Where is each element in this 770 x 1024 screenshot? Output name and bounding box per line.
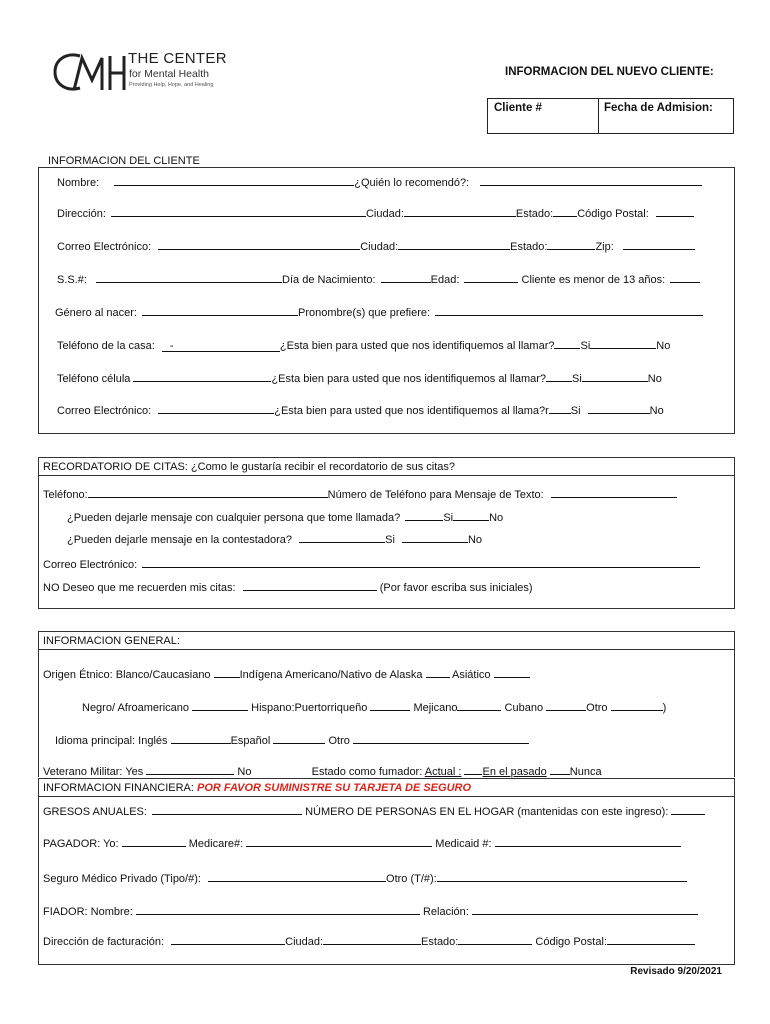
tel-casa-row: Teléfono de la casa: - ¿Esta bien para usted que nos identifiquemos al llamar? Si No (57, 337, 670, 352)
cliente-fecha-box (487, 98, 734, 134)
correo-field[interactable] (158, 238, 360, 250)
ingles-field[interactable] (171, 732, 231, 744)
general-section-label: INFORMACION GENERAL: (43, 635, 180, 647)
correo2-si-field[interactable] (549, 402, 571, 414)
ss-row: S.S.#: Día de Nacimiento: Edad: Cliente es menor de 13 años: (57, 271, 700, 286)
reminder-telefono-field[interactable] (88, 486, 328, 498)
blanco-field[interactable] (214, 666, 240, 678)
tel-celula-row: Teléfono célula ¿Esta bien para usted que nos identifiquemos al llamar? Si No (57, 370, 662, 385)
tel-celula-field[interactable] (133, 370, 271, 382)
edad-field[interactable] (464, 271, 518, 283)
origen-row: Origen Étnico: Blanco/Caucasiano Indígena Americano/Nativo de Alaska Asiático (43, 666, 530, 681)
medicaid-field[interactable] (495, 835, 681, 847)
recomendo-field[interactable] (480, 174, 702, 186)
nacimiento-field[interactable] (381, 271, 431, 283)
general-box (38, 631, 735, 777)
estado-fact-field[interactable] (458, 933, 532, 945)
otro-idioma-field[interactable] (353, 732, 529, 744)
iniciales-field[interactable] (243, 579, 377, 591)
otro-origen-field[interactable] (611, 699, 663, 711)
tel-celula-no-field[interactable] (582, 370, 648, 382)
fecha-admision-label: Fecha de Admision: (604, 102, 713, 114)
cliente-number-label: Cliente # (494, 102, 542, 114)
tel-casa-si-field[interactable] (554, 337, 580, 349)
personas-field[interactable] (671, 803, 705, 815)
correo2-field[interactable] (158, 402, 274, 414)
ciudad-field[interactable] (404, 205, 516, 217)
logo-tagline: Providing Help, Hope, and Healing (129, 82, 214, 88)
correo-row: Correo Electrónico: Ciudad: Estado: Zip: (57, 238, 695, 253)
negro-field[interactable] (192, 699, 248, 711)
nombre-row: Nombre: ¿Quién lo recomendó?: (57, 174, 702, 189)
puertorriqueno-field[interactable] (370, 699, 410, 711)
pagador-row: PAGADOR: Yo: Medicare#: Medicaid #: (43, 835, 681, 850)
ss-field[interactable] (96, 271, 282, 283)
reminder-correo-row: Correo Electrónico: (43, 556, 700, 571)
veterano-field[interactable] (146, 763, 234, 775)
espanol-field[interactable] (273, 732, 325, 744)
fiador-nombre-field[interactable] (136, 903, 420, 915)
client-info-section-label: INFORMACION DEL CLIENTE (48, 155, 200, 167)
reminder-section-label: RECORDATORIO DE CITAS: ¿Como le gustaría recibir el recordatorio de sus citas? (43, 461, 456, 473)
ingresos-row: GRESOS ANUALES: NÚMERO DE PERSONAS EN EL HOGAR (mantenidas con este ingreso): (43, 803, 705, 818)
nombre-field[interactable] (114, 174, 354, 186)
mejicano-field[interactable] (457, 699, 501, 711)
ingresos-field[interactable] (152, 803, 302, 815)
veterano-row: Veterano Militar: Yes No Estado como fumador: Actual : En el pasado Nunca (43, 763, 602, 778)
correo2-row: Correo Electrónico: ¿Esta bien para usted que nos identifiquemos al llama?r Si No (57, 402, 664, 417)
reminder-correo-field[interactable] (142, 556, 700, 568)
menor-field[interactable] (670, 271, 700, 283)
medicare-field[interactable] (246, 835, 432, 847)
no-deseo-row: NO Deseo que me recuerden mis citas: (Por favor escriba sus iniciales) (43, 579, 533, 594)
ciudad-fact-field[interactable] (323, 933, 421, 945)
q-contestadora-row: ¿Pueden dejarle mensaje en la contestadora? Si No (67, 531, 482, 546)
revision-date: Revisado 9/20/2021 (630, 966, 722, 977)
fiador-row: FIADOR: Nombre: Relación: (43, 903, 698, 918)
zip-field[interactable] (623, 238, 695, 250)
estado-field[interactable] (553, 205, 577, 217)
indigena-field[interactable] (426, 666, 450, 678)
q-contestadora-si-field[interactable] (299, 531, 385, 543)
q-mensaje-no-field[interactable] (453, 509, 489, 521)
pasado-field[interactable] (550, 763, 570, 775)
seguro-field[interactable] (208, 870, 386, 882)
direccion-row: Dirección: Ciudad: Estado: Código Postal: (57, 205, 694, 220)
reminder-telefono-row: Teléfono: Número de Teléfono para Mensaje de Texto: (43, 486, 677, 501)
pagador-yo-field[interactable] (122, 835, 186, 847)
facturacion-row: Dirección de facturación: Ciudad: Estado: Código Postal: (43, 933, 695, 948)
q-mensaje-si-field[interactable] (405, 509, 443, 521)
actual-field[interactable] (464, 763, 482, 775)
texto-numero-field[interactable] (551, 486, 677, 498)
form-title: INFORMACION DEL NUEVO CLIENTE: (505, 66, 714, 78)
asiatico-field[interactable] (494, 666, 530, 678)
direccion-fact-field[interactable] (171, 933, 285, 945)
origen-row-2: Negro/ Afroamericano Hispano:Puertorriqueño Mejicano Cubano Otro ) (82, 699, 666, 714)
tel-casa-no-field[interactable] (590, 337, 656, 349)
genero-field[interactable] (142, 304, 298, 316)
estado2-field[interactable] (547, 238, 595, 250)
codigo-postal-fact-field[interactable] (607, 933, 695, 945)
client-info-box (38, 167, 735, 434)
cmh-monogram-icon (52, 50, 128, 94)
logo-title: THE CENTER (128, 50, 227, 67)
tel-celula-si-field[interactable] (546, 370, 572, 382)
direccion-field[interactable] (111, 205, 366, 217)
financial-box (38, 778, 735, 965)
relacion-field[interactable] (472, 903, 698, 915)
ciudad2-field[interactable] (398, 238, 510, 250)
reminder-box (38, 457, 735, 609)
logo-subtitle: for Mental Health (129, 68, 209, 80)
tel-casa-field[interactable]: - (162, 340, 280, 352)
financial-section-label: INFORMACION FINANCIERA: POR FAVOR SUMINISTRE SU TARJETA DE SEGURO (43, 782, 472, 794)
q-contestadora-no-field[interactable] (402, 531, 468, 543)
insurance-card-notice: POR FAVOR SUMINISTRE SU TARJETA DE SEGURO (197, 782, 472, 794)
otro-seguro-field[interactable] (437, 870, 687, 882)
idioma-row: Idioma principal: Inglés Español Otro (55, 732, 529, 747)
pronombre-field[interactable] (435, 304, 703, 316)
correo2-no-field[interactable] (588, 402, 650, 414)
codigo-postal-field[interactable] (656, 205, 694, 217)
genero-row: Género al nacer: Pronombre(s) que prefiere: (55, 304, 703, 319)
cubano-field[interactable] (546, 699, 586, 711)
seguro-row: Seguro Médico Privado (Tipo/#): Otro (T/#): (43, 870, 687, 885)
q-mensaje-row: ¿Pueden dejarle mensaje con cualquier persona que tome llamada? Si No (67, 509, 503, 524)
